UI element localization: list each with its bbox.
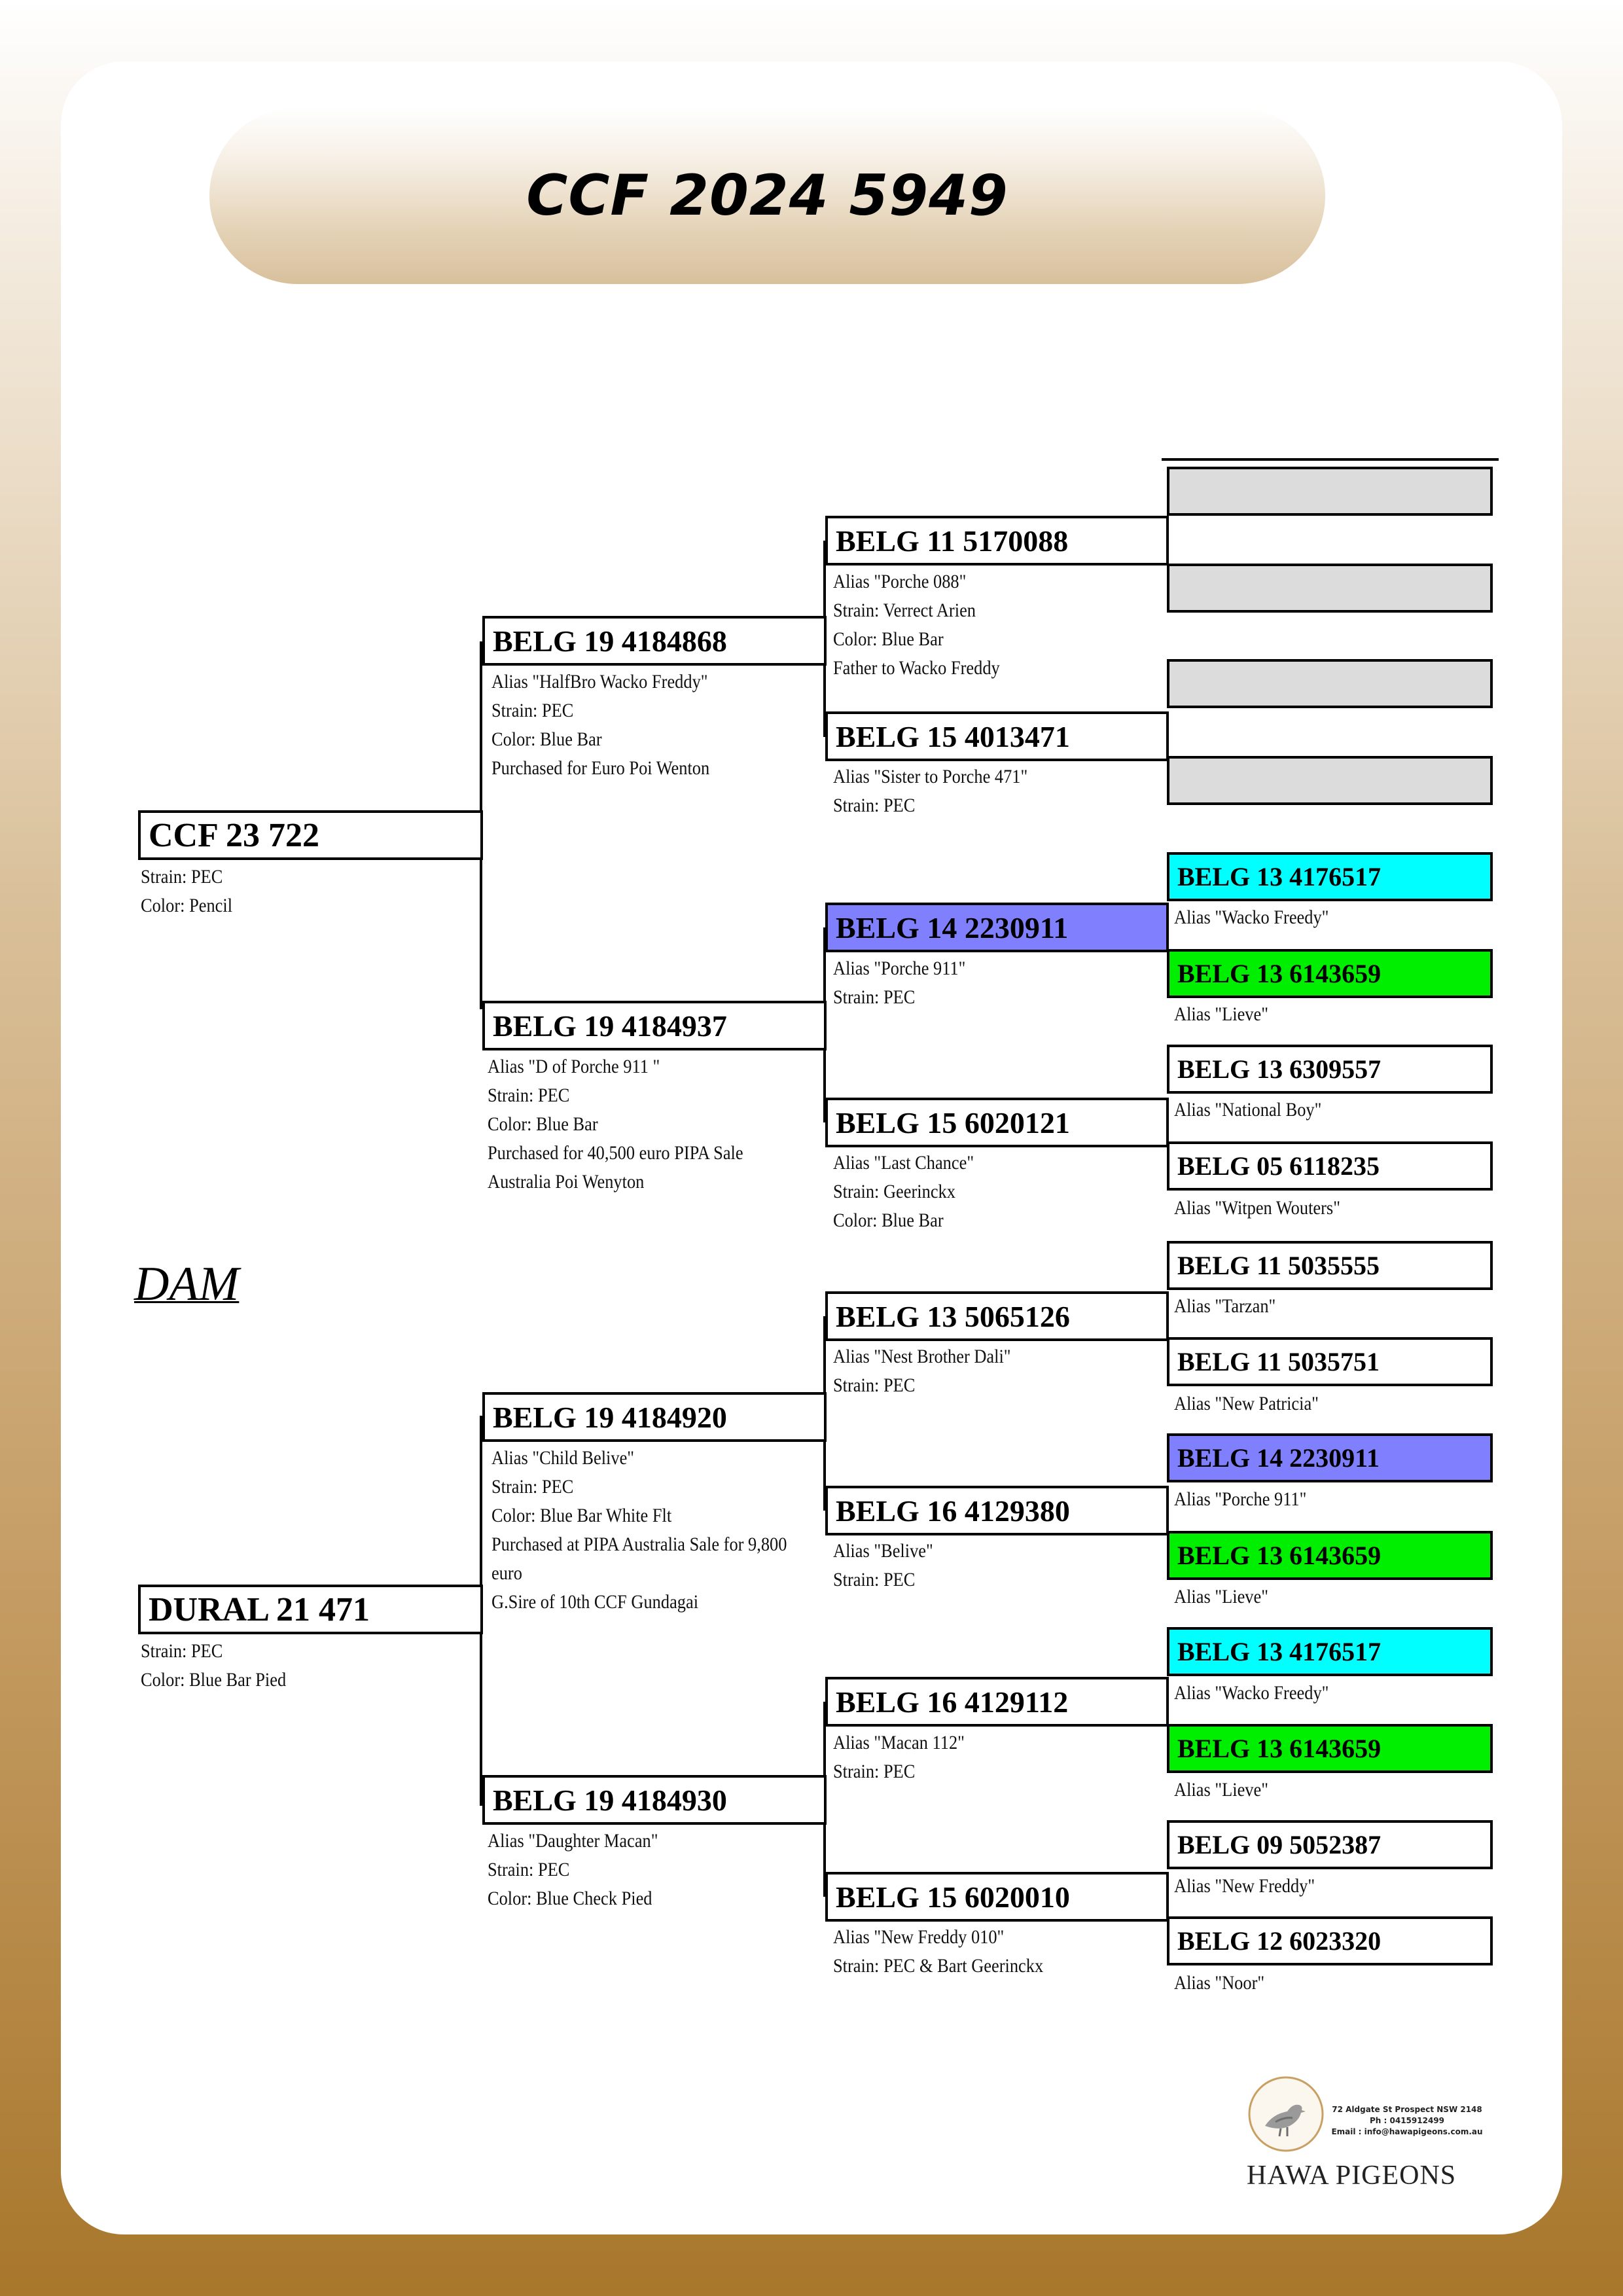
pedigree-info-gen3: Alias "Belive" Strain: PEC [833, 1540, 933, 1590]
pedigree-box-gen4-empty [1167, 756, 1493, 805]
page-title: CCF 2024 5949 [526, 163, 1008, 228]
pedigree-box-gen3: BELG 11 5170088 [825, 516, 1169, 565]
pedigree-info-gen2: Alias "HalfBro Wacko Freddy" Strain: PEC Color: Blue Bar Purchased for Euro Poi Wenton [491, 671, 710, 779]
pedigree-box-gen4-empty [1167, 564, 1493, 613]
pedigree-info-gen4: Alias "Tarzan" [1174, 1295, 1276, 1317]
pedigree-info-dam: Strain: PEC Color: Blue Bar Pied [141, 1640, 287, 1691]
pedigree-info-gen3: Alias "New Freddy 010" Strain: PEC & Bart Geerinckx [833, 1926, 1044, 1977]
pedigree-info-sire: Strain: PEC Color: Pencil [141, 866, 233, 916]
pedigree-box-gen4: BELG 13 4176517 [1167, 852, 1493, 901]
pedigree-box-gen4: BELG 11 5035751 [1167, 1337, 1493, 1386]
pedigree-info-gen3: Alias "Last Chance" Strain: Geerinckx Color: Blue Bar [833, 1152, 974, 1231]
pedigree-info-gen3: Alias "Porche 088" Strain: Verrect Arien Color: Blue Bar Father to Wacko Freddy [833, 571, 1000, 679]
pedigree-box-gen3: BELG 16 4129380 [825, 1486, 1169, 1535]
pedigree-info-gen4: Alias "Wacko Freedy" [1174, 906, 1329, 928]
pedigree-info-gen2: Alias "Daughter Macan" Strain: PEC Color: Blue Check Pied [488, 1830, 658, 1909]
pedigree-box-gen2: BELG 19 4184930 [482, 1775, 827, 1825]
pedigree-info-gen3: Alias "Porche 911" Strain: PEC [833, 958, 966, 1008]
pedigree-box-gen3: BELG 15 6020010 [825, 1872, 1169, 1922]
brand-name: HAWA PIGEONS [1247, 2161, 1457, 2191]
pedigree-info-gen4: Alias "Porche 911" [1174, 1488, 1307, 1510]
pedigree-info-gen4: Alias "Noor" [1174, 1972, 1265, 1994]
pedigree-box-gen2: BELG 19 4184868 [482, 616, 827, 666]
contact-info: 72 Aldgate St Prospect NSW 2148 Ph : 0415912499 Email : info@hawapigeons.com.au [1331, 2105, 1483, 2136]
pedigree-box-gen4: BELG 09 5052387 [1167, 1820, 1493, 1869]
pedigree-box-gen2: BELG 19 4184920 [482, 1392, 827, 1442]
pigeon-logo-icon [1247, 2075, 1325, 2153]
divider-line [1162, 458, 1499, 461]
pedigree-box-gen4: BELG 13 6143659 [1167, 1531, 1493, 1580]
pedigree-info-gen4: Alias "National Boy" [1174, 1099, 1322, 1121]
pedigree-info-gen3: Alias "Sister to Porche 471" Strain: PEC [833, 766, 1028, 816]
pedigree-box-dam: DURAL 21 471 [138, 1585, 483, 1634]
pedigree-box-gen3: BELG 15 6020121 [825, 1098, 1169, 1147]
pedigree-box-gen2: BELG 19 4184937 [482, 1001, 827, 1050]
pedigree-box-gen4-empty [1167, 467, 1493, 516]
pedigree-box-gen3: BELG 16 4129112 [825, 1677, 1169, 1727]
dam-label: DAM [134, 1257, 240, 1311]
pedigree-box-sire: CCF 23 722 [138, 810, 483, 860]
pedigree-box-gen4: BELG 13 4176517 [1167, 1627, 1493, 1676]
pedigree-box-gen4: BELG 13 6309557 [1167, 1045, 1493, 1094]
pedigree-box-gen4: BELG 13 6143659 [1167, 1724, 1493, 1773]
pedigree-box-gen3: BELG 14 2230911 [825, 903, 1169, 952]
pedigree-info-gen4: Alias "Lieve" [1174, 1586, 1268, 1607]
pedigree-box-gen3: BELG 13 5065126 [825, 1291, 1169, 1341]
pedigree-box-gen4: BELG 11 5035555 [1167, 1241, 1493, 1290]
pedigree-info-gen3: Alias "Nest Brother Dali" Strain: PEC [833, 1346, 1011, 1396]
pedigree-info-gen3: Alias "Macan 112" Strain: PEC [833, 1732, 965, 1782]
pedigree-info-gen4: Alias "Lieve" [1174, 1003, 1268, 1025]
pedigree-info-gen4: Alias "Wacko Freedy" [1174, 1682, 1329, 1704]
pedigree-info-gen4: Alias "Witpen Wouters" [1174, 1197, 1340, 1219]
title-banner [209, 107, 1325, 284]
pedigree-box-gen4-empty [1167, 659, 1493, 708]
pedigree-box-gen3: BELG 15 4013471 [825, 711, 1169, 761]
pedigree-box-gen4: BELG 05 6118235 [1167, 1141, 1493, 1191]
pedigree-info-gen4: Alias "New Patricia" [1174, 1393, 1319, 1414]
pedigree-info-gen2: Alias "D of Porche 911 " Strain: PEC Color: Blue Bar Purchased for 40,500 euro PIPA Sale Australia Poi Wenyton [488, 1056, 743, 1193]
pedigree-box-gen4: BELG 12 6023320 [1167, 1916, 1493, 1965]
pedigree-info-gen4: Alias "Lieve" [1174, 1779, 1268, 1801]
pedigree-box-gen4: BELG 14 2230911 [1167, 1433, 1493, 1482]
pedigree-info-gen4: Alias "New Freddy" [1174, 1875, 1315, 1897]
pedigree-box-gen4: BELG 13 6143659 [1167, 949, 1493, 998]
pedigree-info-gen2: Alias "Child Belive" Strain: PEC Color: Blue Bar White Flt Purchased at PIPA Australia Sale for 9,800 euro G.Sire of 10th CCF Gundagai [491, 1447, 787, 1613]
